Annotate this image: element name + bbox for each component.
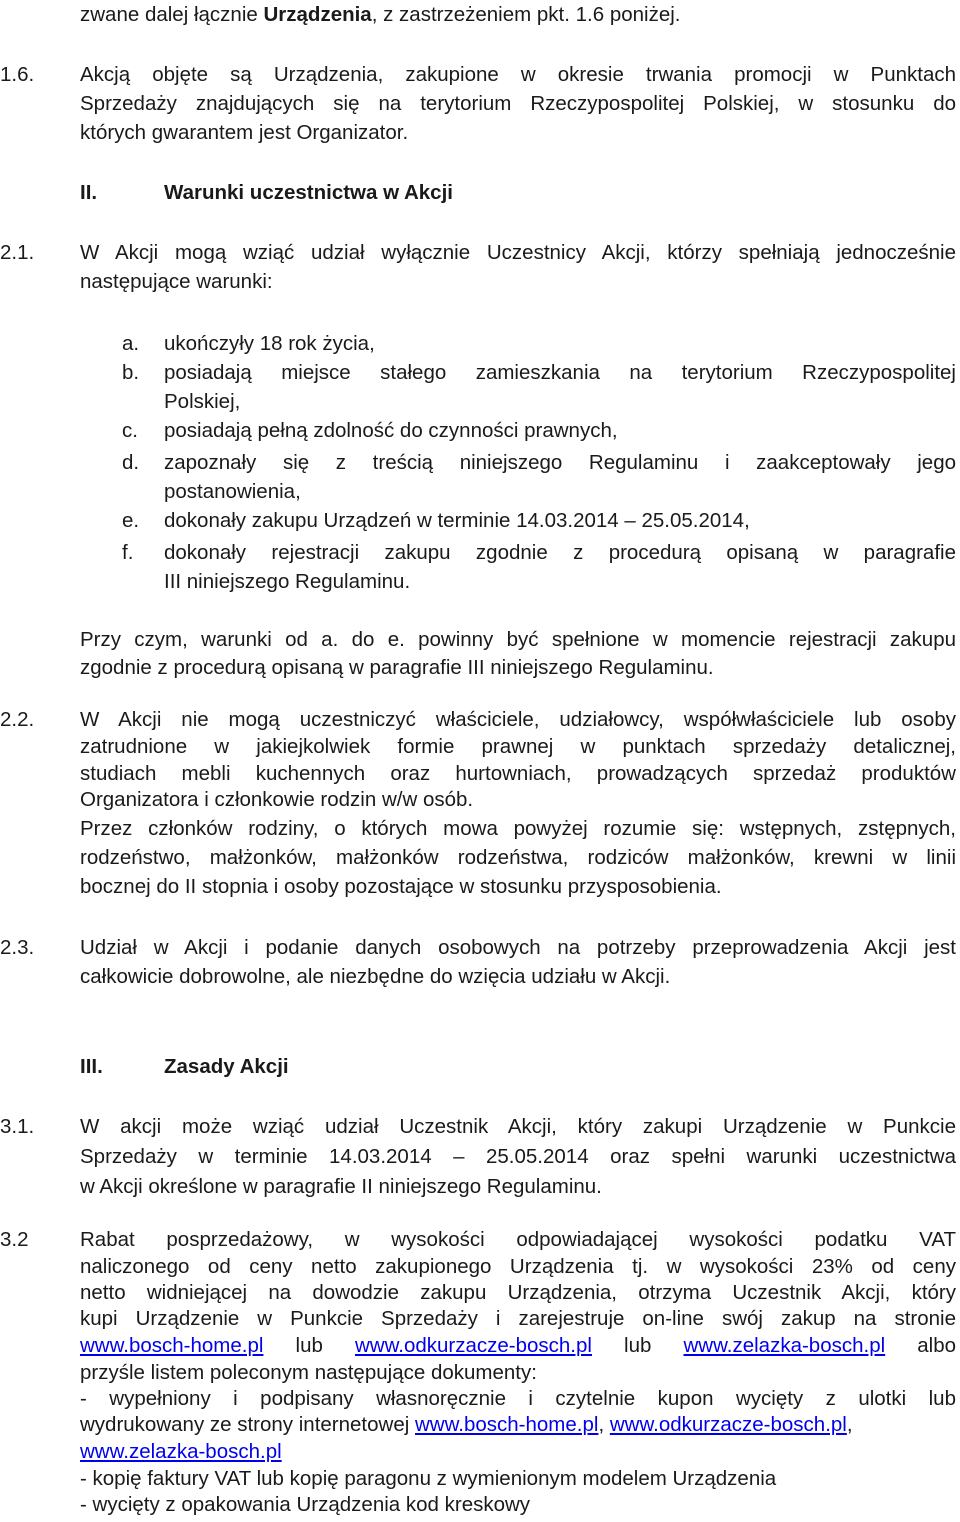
intro-text: zwane dalej łącznie: [80, 3, 264, 26]
list-item: posiadają miejsce stałego zamieszkania na terytorium Rzeczypospolitej: [164, 361, 956, 384]
paragraph-line: Udział w Akcji i podanie danych osobowych na potrzeby przeprowadzenia Akcji jest: [80, 936, 956, 959]
paragraph-line: naliczonego od ceny netto zakupionego Urządzenia tj. w wysokości 23% od ceny: [80, 1255, 956, 1278]
paragraph-line: Rabat posprzedażowy, w wysokości odpowiadającej wysokości podatku VAT: [80, 1228, 956, 1251]
paragraph-line: W Akcji mogą wziąć udział wyłącznie Uczestnicy Akcji, którzy spełniają jednocześnie: [80, 241, 956, 264]
list-letter: d.: [122, 451, 140, 474]
paragraph-line: których gwarantem jest Organizator.: [80, 121, 409, 144]
paragraph-number: 3.1.: [0, 1115, 35, 1138]
list-item: dokonały zakupu Urządzeń w terminie 14.03.2014 – 25.05.2014,: [164, 509, 750, 532]
paragraph-line: W akcji może wziąć udział Uczestnik Akcji, który zakupi Urządzenie w Punkcie: [80, 1115, 956, 1138]
link-zelazka-bosch[interactable]: www.zelazka-bosch.pl: [80, 1440, 282, 1463]
paragraph-line: Akcją objęte są Urządzenia, zakupione w okresie trwania promocji w Punktach: [80, 63, 956, 86]
intro-line: [80, 2, 681, 28]
paragraph-line: - wycięty z opakowania Urządzenia kod kreskowy: [80, 1493, 531, 1516]
link-zelazka-bosch[interactable]: www.zelazka-bosch.pl: [683, 1334, 886, 1357]
link-bosch-home[interactable]: www.bosch-home.pl: [80, 1334, 264, 1357]
list-item: III niniejszego Regulaminu.: [164, 570, 411, 593]
links-line: [80, 1333, 956, 1359]
list-item: ukończyły 18 rok życia,: [164, 332, 375, 355]
paragraph-line: rodzeństwo, małżonków, małżonków rodzeństwa, rodziców małżonków, krewni w linii: [80, 846, 956, 869]
paragraph-line: następujące warunki:: [80, 270, 273, 293]
paragraph-line: Organizatora i członkowie rodzin w/w osób.: [80, 788, 474, 811]
paragraph-number: 2.2.: [0, 708, 35, 731]
paragraph-line: netto widniejącej na dowodzie zakupu Urządzenia, otrzyma Uczestnik Akcji, który: [80, 1281, 956, 1304]
paragraph-number: 2.3.: [0, 936, 35, 959]
section-title: Warunki uczestnictwa w Akcji: [164, 181, 453, 204]
conjunction-text: albo: [917, 1334, 956, 1357]
list-letter: a.: [122, 332, 140, 355]
paragraph-line: - kopię faktury VAT lub kopię paragonu z wymienionym modelem Urządzenia: [80, 1467, 777, 1490]
list-letter: c.: [122, 419, 138, 442]
section-title: Zasady Akcji: [164, 1055, 289, 1078]
intro-text-end: , z zastrzeżeniem pkt. 1.6 poniżej.: [371, 3, 681, 26]
paragraph-number: 3.2: [0, 1228, 29, 1251]
list-item: dokonały rejestracji zakupu zgodnie z procedurą opisaną w paragrafie: [164, 541, 956, 564]
separator-text: ,: [846, 1413, 853, 1436]
paragraph-line: studiach mebli kuchennych oraz hurtowniach, prowadzących sprzedaż produktów: [80, 762, 956, 785]
paragraph-line: Sprzedaży znajdujących się na terytorium Rzeczypospolitej Polskiej, w stosunku do: [80, 92, 956, 115]
paragraph-line: zgodnie z procedurą opisaną w paragrafie III niniejszego Regulaminu.: [80, 656, 714, 679]
paragraph-line: przyśle listem poleconym następujące dokumenty:: [80, 1361, 537, 1384]
intro-bold-term: Urządzenia: [263, 3, 372, 26]
list-letter: b.: [122, 361, 140, 384]
links-line: [80, 1439, 282, 1465]
paragraph-line: Przy czym, warunki od a. do e. powinny być spełnione w momencie rejestracji zakupu: [80, 628, 956, 651]
section-number: III.: [80, 1055, 103, 1078]
paragraph-line: zatrudnione w jakiejkolwiek formie prawnej w punktach sprzedaży detalicznej,: [80, 735, 956, 758]
section-number: II.: [80, 181, 98, 204]
separator-text: ,: [598, 1413, 610, 1436]
links-line: [80, 1412, 956, 1438]
paragraph-line: w Akcji określone w paragrafie II niniejszego Regulaminu.: [80, 1175, 602, 1198]
conjunction-text: lub: [624, 1334, 652, 1357]
paragraph-number: 1.6.: [0, 63, 35, 86]
paragraph-line: bocznej do II stopnia i osoby pozostające w stosunku przysposobienia.: [80, 875, 722, 898]
paragraph-line: kupi Urządzenie w Punkcie Sprzedaży i zarejestruje on-line swój zakup na stronie: [80, 1307, 956, 1330]
link-odkurzacze-bosch[interactable]: www.odkurzacze-bosch.pl: [354, 1334, 592, 1357]
paragraph-line: całkowicie dobrowolne, ale niezbędne do wzięcia udziału w Akcji.: [80, 965, 671, 988]
paragraph-line: W Akcji nie mogą uczestniczyć właściciele, udziałowcy, współwłaściciele lub osoby: [80, 708, 956, 731]
paragraph-line: Sprzedaży w terminie 14.03.2014 – 25.05.2014 oraz spełni warunki uczestnictwa: [80, 1145, 956, 1168]
paragraph-number: 2.1.: [0, 241, 35, 264]
conjunction-text: lub: [295, 1334, 323, 1357]
link-odkurzacze-bosch[interactable]: www.odkurzacze-bosch.pl: [609, 1413, 847, 1436]
list-letter: e.: [122, 509, 140, 532]
list-item: zapoznały się z treścią niniejszego Regulaminu i zaakceptowały jego: [164, 451, 956, 474]
list-item: posiadają pełną zdolność do czynności prawnych,: [164, 419, 618, 442]
paragraph-line: Przez członków rodziny, o których mowa powyżej rozumie się: wstępnych, zstępnych,: [80, 817, 956, 840]
list-item: Polskiej,: [164, 390, 241, 413]
list-letter: f.: [122, 541, 134, 564]
paragraph-text: wydrukowany ze strony internetowej: [80, 1413, 415, 1436]
link-bosch-home[interactable]: www.bosch-home.pl: [415, 1413, 599, 1436]
paragraph-line: - wypełniony i podpisany własnoręcznie i czytelnie kupon wycięty z ulotki lub: [80, 1387, 956, 1410]
list-item: postanowienia,: [164, 480, 301, 503]
